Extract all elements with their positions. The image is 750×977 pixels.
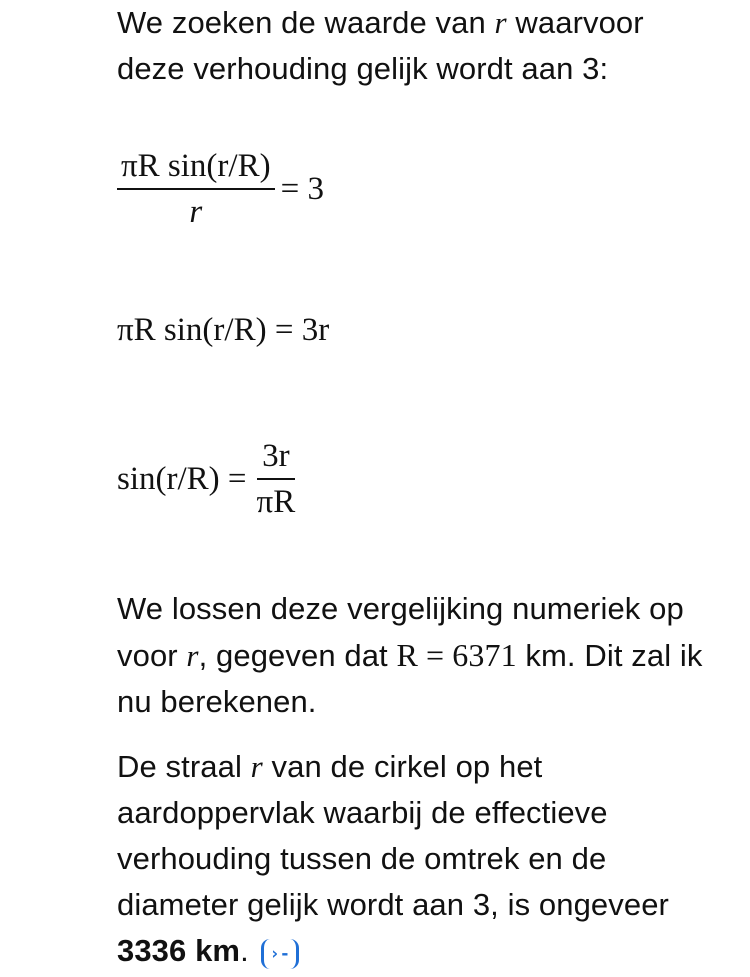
equation-ratio	[117, 148, 324, 230]
para3-text-1: De straal	[117, 749, 251, 784]
math-variable-r: r	[494, 5, 507, 40]
code-source-icon[interactable]: ›-	[261, 939, 299, 969]
fraction-numerator: πR sin(r/R)	[121, 148, 271, 184]
numeric-solution-paragraph	[117, 586, 707, 725]
para2-text-1: We lossen deze vergelijking numeriek op voor	[117, 591, 684, 673]
result-paragraph	[117, 744, 707, 974]
equation-sine	[117, 438, 301, 520]
para2-text-3: km. Dit zal ik nu berekenen.	[117, 638, 703, 719]
fraction-denominator: r	[189, 194, 203, 230]
fraction-numerator: 3r	[262, 438, 290, 474]
fraction	[117, 148, 275, 230]
intro-paragraph	[117, 0, 707, 92]
equation-text: πR sin(r/R) = 3r	[117, 312, 330, 348]
answer-value: 3336 km	[117, 933, 241, 968]
fraction	[257, 438, 296, 520]
equation-rhs: = 3	[280, 170, 324, 207]
math-variable-r: r	[250, 749, 263, 784]
intro-text-before: We zoeken de waarde van	[117, 5, 495, 40]
fraction-denominator: πR	[256, 484, 296, 520]
para3-text-3: .	[240, 933, 249, 968]
math-variable-r: r	[186, 638, 199, 673]
intro-text-after: waarvoor deze verhouding gelijk wordt aan 3:	[117, 5, 644, 86]
para3-text-2: van de cirkel op het aardoppervlak waarbij de effectieve verhouding tussen de omtrek en de diameter gelijk wordt aan 3, is ongeveer	[117, 749, 669, 922]
equation-lhs: sin(r/R) =	[117, 460, 247, 497]
para2-text-2: , gegeven dat	[198, 638, 397, 673]
equation-multiplied	[117, 312, 329, 349]
math-radius-value: R = 6371	[396, 637, 517, 673]
